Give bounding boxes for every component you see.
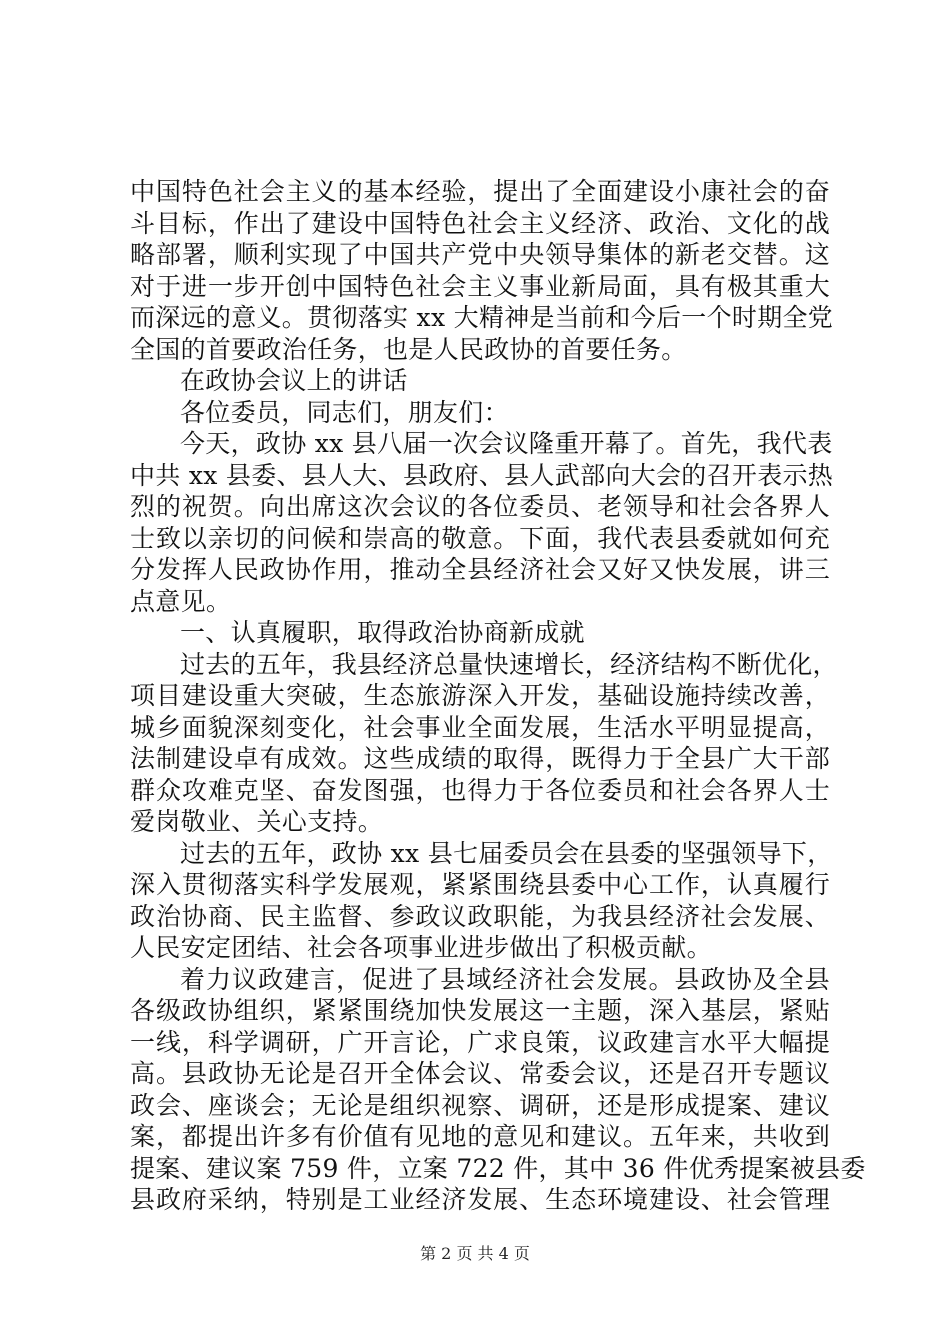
text-line: 深入贯彻落实科学发展观，紧紧围绕县委中心工作，认真履行 [130,870,830,899]
body-text [130,176,866,1216]
text-line: 一、认真履职，取得政治协商新成就 [180,618,585,647]
text-line: 中共 xx 县委、县人大、县政府、县人武部向大会的召开表示热 [130,460,834,490]
text-line: 爱岗敬业、关心支持。 [130,807,384,836]
text-line: 点意见。 [130,586,232,616]
text-line: 中国特色社会主义的基本经验，提出了全面建设小康社会的奋 [130,177,830,206]
text-line: 项目建设重大突破，生态旅游深入开发，基础设施持续改善， [130,681,830,710]
text-line: 今天，政协 xx 县八届一次会议隆重开幕了。首先，我代表 [180,429,833,458]
text-line: 各级政协组织，紧紧围绕加快发展这一主题，深入基层，紧贴 [130,996,830,1025]
text-line: 全国的首要政治任务，也是人民政协的首要任务。 [130,334,687,364]
text-line: 对于进一步开创中国特色社会主义事业新局面，具有极其重大 [130,271,830,301]
page-footer: 第 2 页 共 4 页 [420,1244,530,1263]
text-line: 着力议政建言，促进了县域经济社会发展。县政协及全县 [180,964,830,994]
text-line: 群众攻难克坚、奋发图强，也得力于各位委员和社会各界人士 [130,775,830,805]
text-line: 一线，科学调研，广开言论，广求良策，议政建言水平大幅提 [130,1027,830,1057]
text-line: 过去的五年，我县经济总量快速增长，经济结构不断优化， [180,649,838,679]
text-line: 斗目标，作出了建设中国特色社会主义经济、政治、文化的战 [130,208,830,238]
text-line: 高。县政协无论是召开全体会议、常委会议，还是召开专题议 [130,1059,830,1088]
text-line: 案，都提出许多有价值有见地的意见和建议。五年来，共收到 [130,1122,830,1151]
text-line: 县政府采纳，特别是工业经济发展、生态环境建设、社会管理 [130,1185,830,1214]
text-line: 而深远的意义。贯彻落实 xx 大精神是当前和今后一个时期全党 [130,303,834,332]
text-line: 烈的祝贺。向出席这次会议的各位委员、老领导和社会各界人 [130,492,830,521]
text-line: 政会、座谈会；无论是组织视察、调研，还是形成提案、建议 [130,1090,830,1120]
text-line: 法制建设卓有成效。这些成绩的取得，既得力于全县广大干部 [130,744,830,773]
text-line: 提案、建议案 759 件，立案 722 件，其中 36 件优秀提案被县委 [130,1153,866,1183]
text-line: 略部署，顺利实现了中国共产党中央领导集体的新老交替。这 [130,240,830,269]
text-line: 过去的五年，政协 xx 县七届委员会在县委的坚强领导下， [180,838,833,868]
text-line: 在政协会议上的讲话 [180,366,408,395]
text-line: 城乡面貌深刻变化，社会事业全面发展，生活水平明显提高， [130,712,830,742]
text-line: 人民安定团结、社会各项事业进步做出了积极贡献。 [130,933,712,962]
text-line: 各位委员，同志们，朋友们： [180,397,509,427]
text-line: 士致以亲切的问候和崇高的敬意。下面，我代表县委就如何充 [130,523,830,553]
text-line: 分发挥人民政协作用，推动全县经济社会又好又快发展，讲三 [130,555,830,584]
text-line: 政治协商、民主监督、参政议政职能，为我县经济社会发展、 [130,901,830,931]
